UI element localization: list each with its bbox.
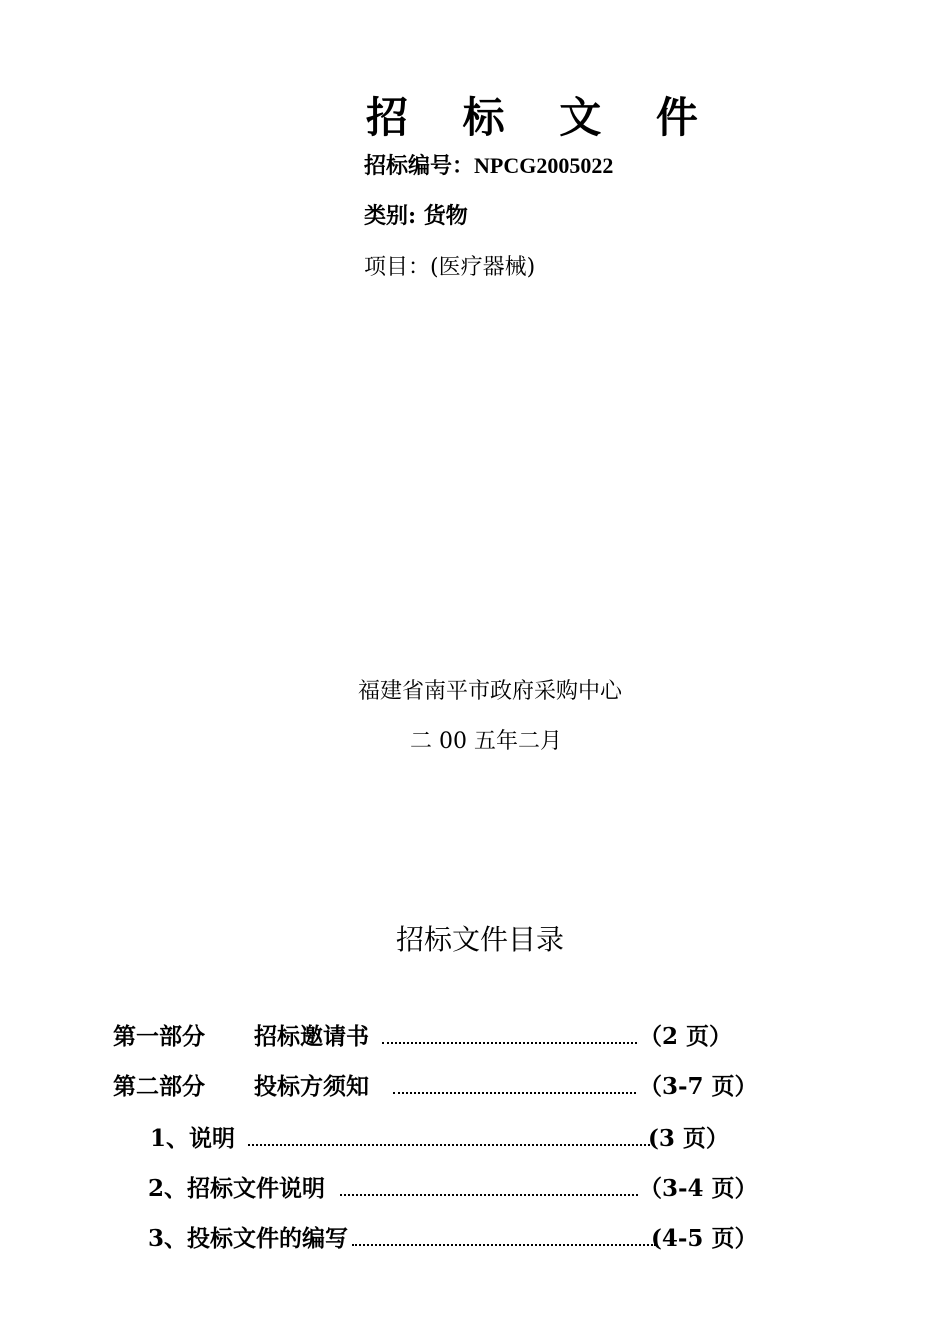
toc-dot-leader bbox=[352, 1244, 656, 1246]
toc-entry-pages: (3 页） bbox=[648, 1125, 729, 1152]
toc-entry-part: 第一部分 bbox=[113, 1023, 205, 1050]
toc-entry[interactable] bbox=[0, 1124, 950, 1154]
tender-number-line bbox=[364, 152, 613, 180]
tender-number-value: NPCG2005022 bbox=[474, 153, 614, 178]
toc-entry-part: 第二部分 bbox=[113, 1073, 205, 1100]
toc-entry-label: 2、招标文件说明 bbox=[148, 1175, 326, 1202]
project-line: 项目：(医疗器械) bbox=[364, 255, 536, 280]
toc-entry-pages: (4-5 页） bbox=[651, 1225, 758, 1252]
toc-entry-pages: （2 页） bbox=[639, 1023, 733, 1050]
category-line: 类别: 货物 bbox=[364, 203, 468, 229]
toc-entry[interactable] bbox=[0, 1224, 950, 1254]
document-title: 招 标 文 件 bbox=[366, 93, 718, 142]
toc-entry-label: 3、投标文件的编写 bbox=[148, 1225, 349, 1252]
toc-dot-leader bbox=[382, 1042, 637, 1044]
toc-entry[interactable] bbox=[0, 1174, 950, 1204]
tender-number-label: 招标编号： bbox=[364, 153, 475, 179]
toc-dot-leader bbox=[393, 1092, 636, 1094]
toc-entry-label: 投标方须知 bbox=[254, 1073, 369, 1100]
toc-entry-pages: （3-7 页） bbox=[639, 1073, 758, 1100]
issue-date: 二 00 五年二月 bbox=[410, 729, 562, 754]
toc-entry-label: 1、说明 bbox=[150, 1125, 236, 1152]
toc-dot-leader bbox=[340, 1194, 638, 1196]
issuer-name: 福建省南平市政府采购中心 bbox=[358, 679, 623, 704]
toc-entry[interactable] bbox=[0, 1072, 950, 1102]
toc-entry-pages: （3-4 页） bbox=[639, 1175, 758, 1202]
toc-entry[interactable] bbox=[0, 1022, 950, 1052]
toc-dot-leader bbox=[248, 1144, 650, 1146]
toc-title: 招标文件目录 bbox=[396, 923, 565, 956]
toc-entry-label: 招标邀请书 bbox=[254, 1023, 369, 1050]
